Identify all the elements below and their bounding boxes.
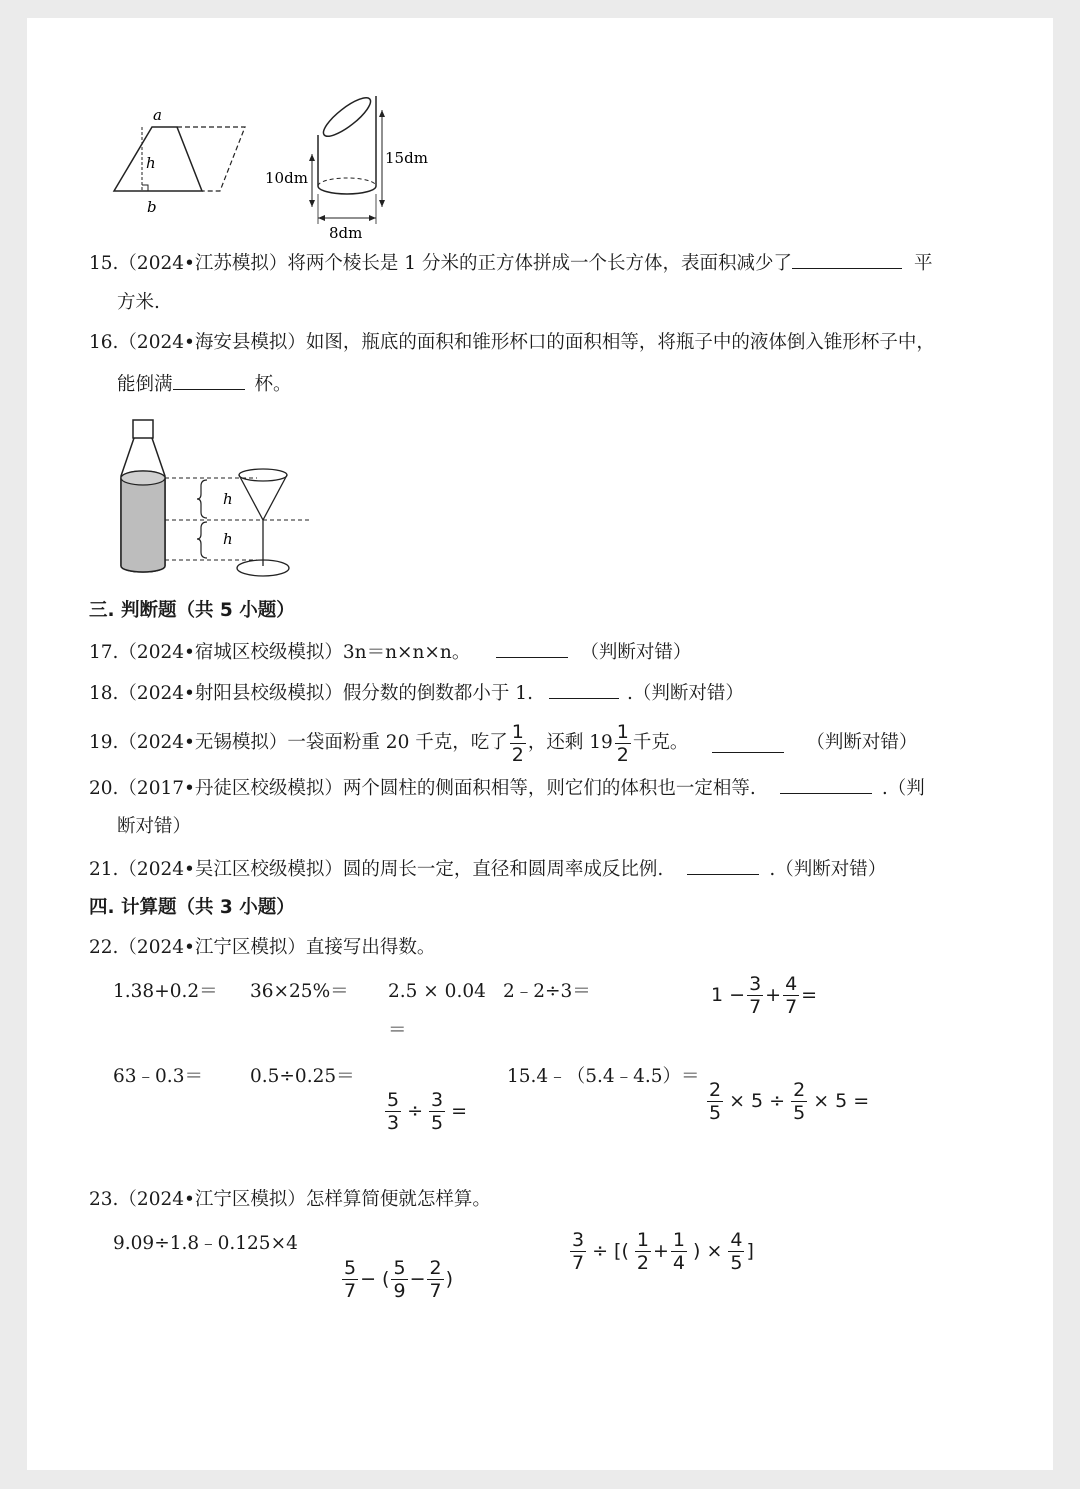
question-20-text: 20.（2017•丹徒区校级模拟）两个圆柱的侧面积相等，则它们的体积也一定相等. [89, 778, 756, 799]
fraction-one-half-mixed [615, 721, 631, 766]
question-16-line1: 16.（2024•海安县模拟）如图，瓶底的面积和锥形杯口的面积相等，将瓶子中的液体倒入锥形杯子中， [89, 332, 935, 353]
calc-0-5-div-0-25: 0.5÷0.25＝ [250, 1066, 355, 1087]
answer-blank-19[interactable] [712, 734, 784, 753]
expr-operator: + [765, 984, 782, 1006]
expr-operator: ) × [693, 1240, 723, 1262]
fraction-numerator: 1 [636, 1228, 649, 1251]
calc-2-minus-2-div-3: 2﹣2÷3＝ [503, 981, 591, 1002]
fraction-denominator: 4 [672, 1251, 685, 1274]
fraction-denominator: 7 [572, 1251, 585, 1274]
question-17-tail: （判断对错） [580, 642, 692, 663]
calc-63-minus-0-3: 63﹣0.3＝ [113, 1066, 203, 1087]
question-17 [89, 639, 691, 665]
fraction-numerator: 5 [344, 1256, 357, 1279]
fraction-denominator: 9 [393, 1279, 406, 1302]
fraction-numerator: 2 [793, 1078, 806, 1101]
bottle-label-h-lower: h [223, 530, 233, 548]
question-20-line1 [89, 775, 925, 801]
answer-blank-21[interactable] [687, 856, 759, 875]
question-16-text-pre: 能倒满 [117, 374, 173, 395]
fraction-denominator: 2 [511, 743, 524, 766]
expr-operator: − ( [360, 1268, 390, 1290]
fraction-5-7 [342, 1257, 358, 1302]
question-15-text: 15.（2024•江苏模拟）将两个棱长是 1 分米的正方体拼成一个长方体，表面积减少了 [89, 253, 792, 274]
question-21 [89, 856, 886, 882]
calc-1-minus-3-7-plus-4-7 [711, 970, 817, 1020]
fraction-numerator: 5 [387, 1088, 400, 1111]
expr-operator: − [409, 1268, 426, 1290]
answer-blank-16[interactable] [173, 371, 245, 390]
fraction-numerator: 1 [616, 720, 629, 743]
question-19-text-mid: ，还剩 19 [527, 732, 613, 753]
question-19-text-post: 千克。 [632, 732, 689, 753]
section-3-heading: 三. 判断题（共 5 小题） [89, 600, 295, 621]
expr-operator: × 5 = [813, 1090, 870, 1112]
calc-5-3-div-3-5 [383, 1086, 471, 1136]
question-15-tail: 平 [913, 253, 933, 274]
calc-3-7-div-bracket [568, 1226, 754, 1276]
fraction-numerator: 4 [785, 972, 798, 995]
fraction-numerator: 3 [749, 972, 762, 995]
fraction-numerator: 2 [429, 1256, 442, 1279]
fraction-numerator: 1 [511, 720, 524, 743]
cylinder-label-8dm: 8dm [329, 224, 363, 240]
fraction-3-5 [429, 1089, 445, 1134]
question-21-text: 21.（2024•吴江区校级模拟）圆的周长一定，直径和圆周率成反比例. [89, 859, 664, 880]
cylinder-label-15dm: 15dm [385, 149, 428, 167]
expr-operator: ÷ [( [592, 1240, 629, 1262]
expr-paren: ) [445, 1268, 453, 1290]
question-16-text-post: 杯。 [254, 374, 292, 395]
fraction-denominator: 5 [730, 1251, 743, 1274]
calc-2-5-times-0-04: 2.5 × 0.04 [388, 981, 486, 1002]
fraction-3-7 [747, 973, 763, 1018]
fraction-denominator: 7 [344, 1279, 357, 1302]
cylinder-figure [262, 90, 442, 240]
expr-equals: = [451, 1100, 468, 1122]
expr-operator: ÷ [407, 1100, 424, 1122]
fraction-5-3 [385, 1089, 401, 1134]
fraction-3-7 [570, 1229, 586, 1274]
calc-15-4-minus-paren: 15.4﹣（5.4﹣4.5）＝ [507, 1066, 700, 1087]
fraction-numerator: 3 [572, 1228, 585, 1251]
trapezoid-label-a: a [153, 106, 162, 124]
bottle-label-h-upper: h [223, 490, 233, 508]
fraction-numerator: 2 [709, 1078, 722, 1101]
expr-operator: + [652, 1240, 669, 1262]
fraction-denominator: 2 [616, 743, 629, 766]
expr-bracket: ] [746, 1240, 754, 1262]
question-19-tail: （判断对错） [806, 732, 918, 753]
fraction-denominator: 3 [387, 1111, 400, 1134]
fraction-4-5 [728, 1229, 744, 1274]
fraction-2-7 [427, 1257, 443, 1302]
trapezoid-label-b: b [147, 198, 157, 216]
fraction-denominator: 2 [636, 1251, 649, 1274]
calc-2-5-times-0-04-equals: ＝ [388, 1020, 407, 1041]
expr-text: 1 − [711, 984, 746, 1006]
question-15-line1 [89, 250, 932, 276]
calc-36-times-25pct: 36×25%＝ [250, 981, 349, 1002]
question-18-text: 18.（2024•射阳县校级模拟）假分数的倒数都小于 1. [89, 683, 533, 704]
question-22-title: 22.（2024•江宁区模拟）直接写出得数。 [89, 937, 436, 958]
answer-blank-20[interactable] [780, 775, 872, 794]
expr-equals: = [801, 984, 818, 1006]
expr-operator: × 5 ÷ [729, 1090, 786, 1112]
calc-9-09-div-1-8: 9.09÷1.8﹣0.125×4 [113, 1233, 298, 1254]
question-16-line2 [117, 371, 292, 397]
question-15-line2: 方米. [117, 292, 160, 313]
question-18-tail: .（判断对错） [626, 683, 744, 704]
fraction-4-7 [783, 973, 799, 1018]
fraction-2-5 [791, 1079, 807, 1124]
answer-blank-17[interactable] [496, 639, 568, 658]
question-17-text: 17.（2024•宿城区校级模拟）3n＝n×n×n。 [89, 642, 471, 663]
calc-2-5-times-5-div-2-5-times-5 [705, 1076, 873, 1126]
fraction-denominator: 5 [793, 1101, 806, 1124]
answer-blank-15[interactable] [792, 250, 902, 269]
question-19-text-pre: 19.（2024•无锡模拟）一袋面粉重 20 千克，吃了 [89, 732, 508, 753]
question-20-tail: .（判 [881, 778, 925, 799]
fraction-numerator: 1 [672, 1228, 685, 1251]
worksheet-page [27, 18, 1053, 1470]
section-4-heading: 四. 计算题（共 3 小题） [89, 897, 295, 918]
fraction-1-4 [671, 1229, 687, 1274]
fraction-5-9 [391, 1257, 407, 1302]
calc-1-38-plus-0-2: 1.38+0.2＝ [113, 981, 218, 1002]
question-23-title: 23.（2024•江宁区模拟）怎样算简便就怎样算。 [89, 1189, 491, 1210]
fraction-denominator: 7 [429, 1279, 442, 1302]
fraction-numerator: 5 [393, 1256, 406, 1279]
fraction-1-2 [635, 1229, 651, 1274]
question-20-line2: 断对错） [117, 816, 192, 837]
fraction-denominator: 7 [749, 995, 762, 1018]
question-21-tail: .（判断对错） [769, 859, 887, 880]
fraction-2-5 [707, 1079, 723, 1124]
fraction-denominator: 5 [709, 1101, 722, 1124]
fraction-one-half [510, 721, 526, 766]
fraction-numerator: 3 [431, 1088, 444, 1111]
question-18 [89, 680, 744, 706]
bottle-glass-figure [107, 416, 317, 578]
cylinder-label-10dm: 10dm [265, 169, 308, 187]
fraction-denominator: 7 [785, 995, 798, 1018]
answer-blank-18[interactable] [549, 680, 619, 699]
fraction-denominator: 5 [431, 1111, 444, 1134]
question-19 [89, 718, 917, 768]
fraction-numerator: 4 [730, 1228, 743, 1251]
calc-5-7-minus-paren [340, 1254, 453, 1304]
trapezoid-label-h: h [146, 154, 156, 172]
